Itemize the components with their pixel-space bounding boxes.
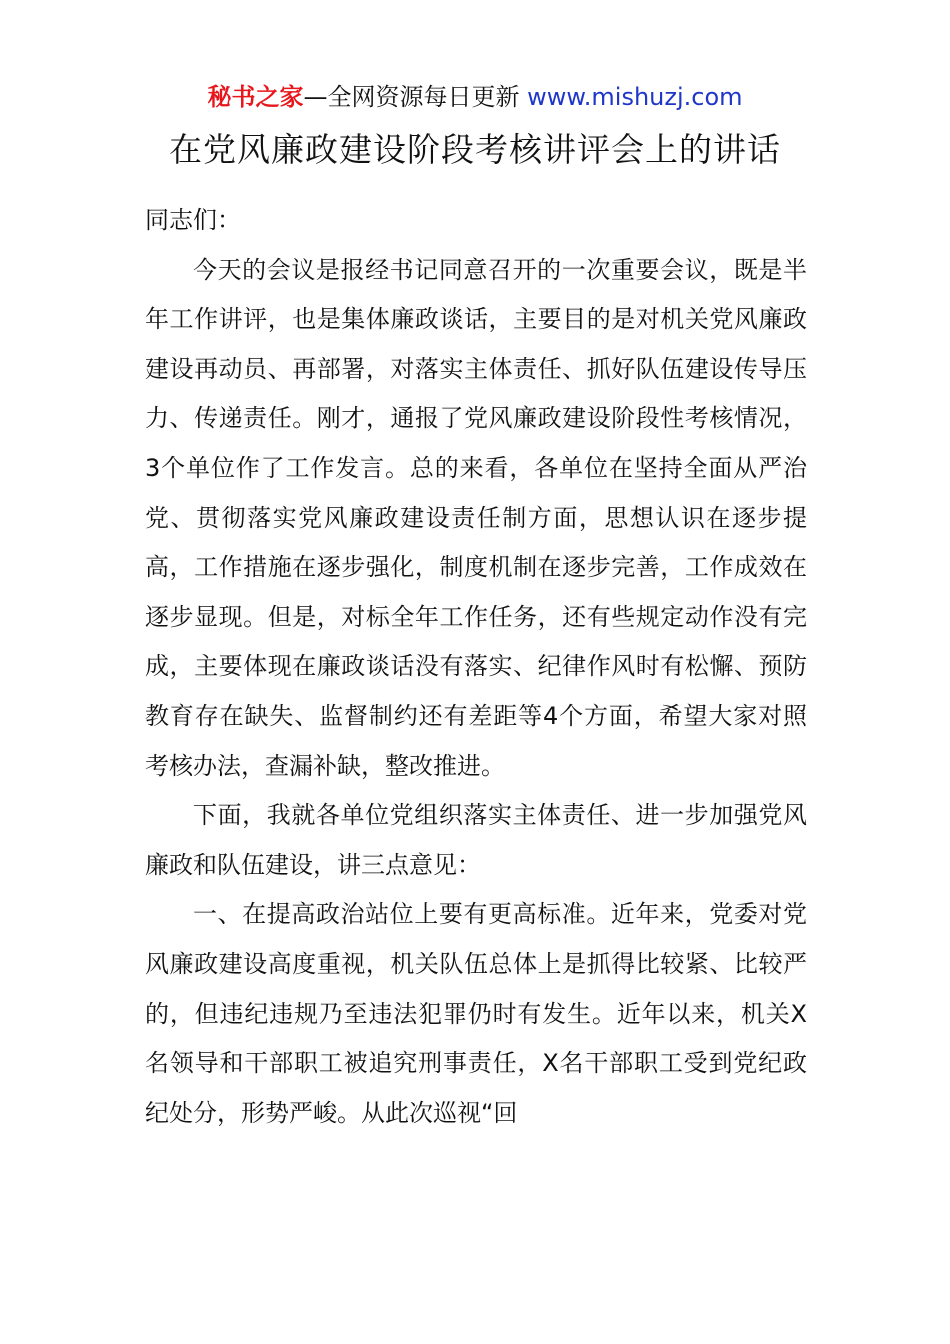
greeting: 同志们： (145, 206, 241, 234)
brand-name: 秘书之家 (207, 83, 304, 111)
paragraph: 下面，我就各单位党组织落实主体责任、进一步加强党风廉政和队伍建设，讲三点意见： (145, 801, 807, 879)
site-url-link[interactable]: www.mishuzj.com (527, 83, 743, 111)
document-title: 在党风廉政建设阶段考核讲评会上的讲话 (169, 130, 781, 169)
site-banner (0, 80, 950, 114)
paragraph: 今天的会议是报经书记同意召开的一次重要会议，既是半年工作讲评，也是集体廉政谈话，主要目的是对机关党风廉政建设再动员、再部署，对落实主体责任、抓好队伍建设传导压力、传递责任。刚才，通报了党风廉政建设阶段性考核情况，3个单位作了工作发言。总的来看，各单位在坚持全面从严治党、贯彻落实党风廉政建设责任制方面，思想认识在逐步提高，工作措施在逐步强化，制度机制在逐步完善，工作成效在逐步显现。但是，对标全年工作任务，还有些规定动作没有完成，主要体现在廉政谈话没有落实、纪律作风时有松懈、预防教育存在缺失、监督制约还有差距等4个方面，希望大家对照考核办法，查漏补缺，整改推进。 (145, 255, 807, 780)
document-body (145, 196, 807, 1138)
banner-tagline: —全网资源每日更新 (303, 83, 528, 111)
paragraph: 一、在提高政治站位上要有更高标准。近年来，党委对党风廉政建设高度重视，机关队伍总体上是抓得比较紧、比较严的，但违纪违规乃至违法犯罪仍时有发生。近年以来，机关X名领导和干部职工被追究刑事责任，X名干部职工受到党纪政纪处分，形势严峻。从此次巡视“回 (145, 900, 807, 1127)
